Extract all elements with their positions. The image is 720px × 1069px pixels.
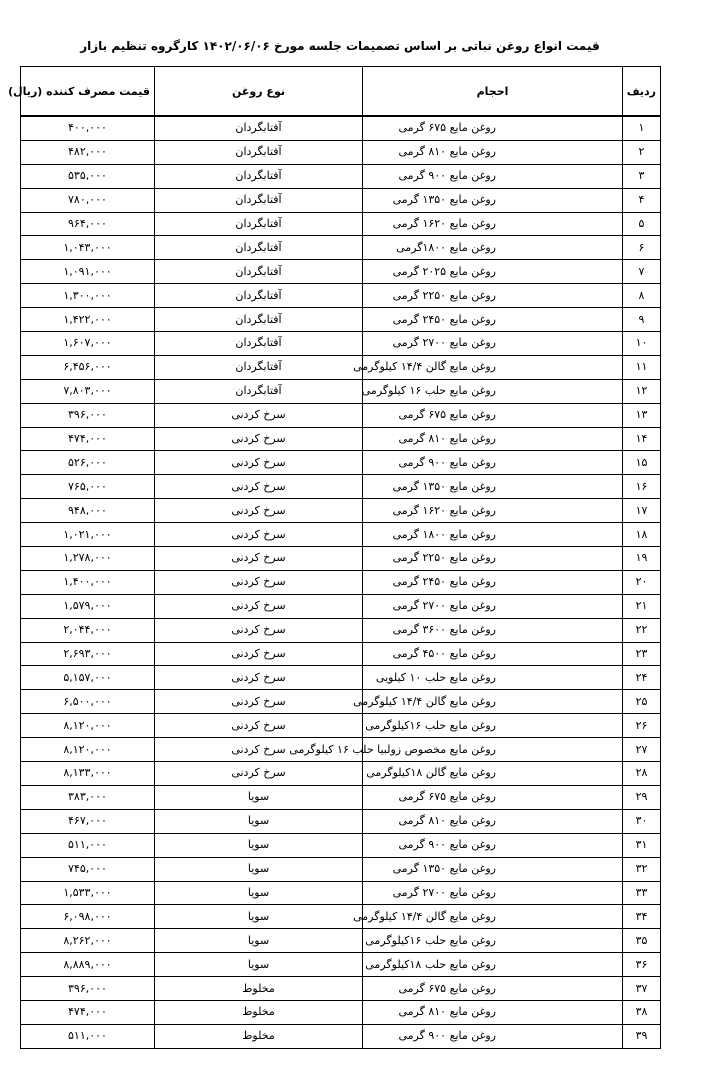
cell-volume: روغن مایع حلب ۱۶کیلوگرمی <box>363 929 623 953</box>
table-row <box>21 1024 661 1048</box>
cell-oil-type: آفتابگردان <box>155 379 363 403</box>
cell-oil-type: سویا <box>155 809 363 833</box>
cell-volume: روغن مایع ۱۶۲۰ گرمی <box>363 499 623 523</box>
cell-volume: روغن مایع ۱۶۲۰ گرمی <box>363 212 623 236</box>
cell-volume: روغن مایع ۶۷۵ گرمی <box>363 785 623 809</box>
cell-volume: روغن مایع ۸۱۰ گرمی <box>363 809 623 833</box>
cell-row-number: ۲۹ <box>623 785 661 809</box>
cell-volume: روغن مایع ۲۷۰۰ گرمی <box>363 594 623 618</box>
cell-volume: روغن مایع ۴۵۰۰ گرمی <box>363 642 623 666</box>
cell-price: ۱,۵۳۳,۰۰۰ <box>21 881 155 905</box>
cell-oil-type: سرخ کردنی <box>155 594 363 618</box>
cell-volume: روغن مایع مخصوص زولبیا حلب ۱۶ کیلوگرمی <box>363 738 623 762</box>
cell-row-number: ۳۶ <box>623 953 661 977</box>
cell-volume: روغن مایع ۳۶۰۰ گرمی <box>363 618 623 642</box>
table-body <box>21 116 661 1048</box>
cell-price: ۳۸۳,۰۰۰ <box>21 785 155 809</box>
cell-oil-type: سرخ کردنی <box>155 427 363 451</box>
cell-volume: روغن مایع حلب ۱۰ کیلویی <box>363 666 623 690</box>
cell-oil-type: آفتابگردان <box>155 260 363 284</box>
cell-row-number: ۱۶ <box>623 475 661 499</box>
cell-oil-type: سرخ کردنی <box>155 403 363 427</box>
cell-row-number: ۴ <box>623 188 661 212</box>
cell-price: ۸,۲۶۲,۰۰۰ <box>21 929 155 953</box>
cell-row-number: ۱۷ <box>623 499 661 523</box>
table-row <box>21 570 661 594</box>
cell-volume: روغن مایع ۲۲۵۰ گرمی <box>363 547 623 571</box>
cell-price: ۲,۰۴۴,۰۰۰ <box>21 618 155 642</box>
cell-oil-type: سرخ کردنی <box>155 618 363 642</box>
cell-row-number: ۶ <box>623 236 661 260</box>
cell-price: ۱,۰۹۱,۰۰۰ <box>21 260 155 284</box>
cell-volume: روغن مایع ۲۴۵۰ گرمی <box>363 570 623 594</box>
cell-price: ۳۹۶,۰۰۰ <box>21 977 155 1001</box>
cell-oil-type: سرخ کردنی <box>155 570 363 594</box>
header-price: قیمت مصرف کننده (ریال) <box>21 67 155 117</box>
cell-oil-type: سویا <box>155 857 363 881</box>
cell-row-number: ۲ <box>623 140 661 164</box>
cell-volume: روغن مایع ۱۸۰۰گرمی <box>363 236 623 260</box>
cell-oil-type: مخلوط <box>155 1000 363 1024</box>
cell-price: ۴۷۴,۰۰۰ <box>21 427 155 451</box>
cell-row-number: ۲۶ <box>623 714 661 738</box>
table-row <box>21 164 661 188</box>
cell-row-number: ۸ <box>623 284 661 308</box>
cell-price: ۸,۸۸۹,۰۰۰ <box>21 953 155 977</box>
cell-volume: روغن مایع ۲۲۵۰ گرمی <box>363 284 623 308</box>
cell-oil-type: سویا <box>155 929 363 953</box>
cell-row-number: ۳۵ <box>623 929 661 953</box>
cell-oil-type: آفتابگردان <box>155 284 363 308</box>
page-title: قیمت انواع روغن نباتی بر اساس تصمیمات جلسه مورخ ۱۴۰۲/۰۶/۰۶ کارگروه تنظیم بازار <box>80 39 600 53</box>
table-row <box>21 547 661 571</box>
cell-price: ۶,۰۹۸,۰۰۰ <box>21 905 155 929</box>
table-row <box>21 785 661 809</box>
cell-volume: روغن مایع حلب ۱۶ کیلوگرمی <box>363 379 623 403</box>
table-row <box>21 284 661 308</box>
cell-row-number: ۳۲ <box>623 857 661 881</box>
cell-volume: روغن مایع ۶۷۵ گرمی <box>363 116 623 140</box>
cell-oil-type: مخلوط <box>155 977 363 1001</box>
cell-price: ۱,۲۷۸,۰۰۰ <box>21 547 155 571</box>
table-row <box>21 212 661 236</box>
cell-row-number: ۳۳ <box>623 881 661 905</box>
cell-row-number: ۱۲ <box>623 379 661 403</box>
cell-price: ۴۶۷,۰۰۰ <box>21 809 155 833</box>
table-row <box>21 427 661 451</box>
cell-oil-type: سرخ کردنی <box>155 547 363 571</box>
price-table <box>8 66 661 1049</box>
table-row <box>21 260 661 284</box>
cell-volume: روغن مایع ۸۱۰ گرمی <box>363 427 623 451</box>
cell-volume: روغن مایع گالن ۱۸کیلوگرمی <box>363 762 623 786</box>
cell-oil-type: سرخ کردنی <box>155 475 363 499</box>
table-row <box>21 618 661 642</box>
cell-oil-type: سویا <box>155 833 363 857</box>
table-row <box>21 523 661 547</box>
cell-row-number: ۳۰ <box>623 809 661 833</box>
cell-row-number: ۱۱ <box>623 355 661 379</box>
cell-oil-type: سرخ کردنی <box>155 762 363 786</box>
table-row <box>21 475 661 499</box>
cell-volume: روغن مایع ۱۳۵۰ گرمی <box>363 475 623 499</box>
cell-price: ۵۱۱,۰۰۰ <box>21 833 155 857</box>
cell-oil-type: سرخ کردنی <box>155 523 363 547</box>
table-row <box>21 977 661 1001</box>
cell-volume: روغن مایع ۱۸۰۰ گرمی <box>363 523 623 547</box>
cell-price: ۸,۱۳۳,۰۰۰ <box>21 762 155 786</box>
cell-oil-type: سرخ کردنی <box>155 642 363 666</box>
cell-row-number: ۵ <box>623 212 661 236</box>
table-row <box>21 690 661 714</box>
header-oil-type: نوع روغن <box>155 67 363 117</box>
cell-row-number: ۱۴ <box>623 427 661 451</box>
cell-price: ۶,۴۵۶,۰۰۰ <box>21 355 155 379</box>
cell-price: ۵۱۱,۰۰۰ <box>21 1024 155 1048</box>
cell-price: ۱,۴۲۲,۰۰۰ <box>21 308 155 332</box>
cell-volume: روغن مایع حلب ۱۶کیلوگرمی <box>363 714 623 738</box>
cell-price: ۷,۸۰۳,۰۰۰ <box>21 379 155 403</box>
cell-price: ۷۸۰,۰۰۰ <box>21 188 155 212</box>
cell-oil-type: سرخ کردنی <box>155 499 363 523</box>
cell-volume: روغن مایع گالن ۱۴/۴ کیلوگرمی <box>363 690 623 714</box>
cell-row-number: ۳۱ <box>623 833 661 857</box>
cell-row-number: ۹ <box>623 308 661 332</box>
header-row-number: ردیف <box>623 67 661 117</box>
cell-volume: روغن مایع ۸۱۰ گرمی <box>363 140 623 164</box>
table-header-row <box>21 67 661 117</box>
cell-volume: روغن مایع ۸۱۰ گرمی <box>363 1000 623 1024</box>
cell-price: ۱,۵۷۹,۰۰۰ <box>21 594 155 618</box>
cell-oil-type: آفتابگردان <box>155 355 363 379</box>
table-row <box>21 738 661 762</box>
cell-row-number: ۱۳ <box>623 403 661 427</box>
table-row <box>21 905 661 929</box>
cell-oil-type: سویا <box>155 953 363 977</box>
table-row <box>21 642 661 666</box>
cell-row-number: ۳۴ <box>623 905 661 929</box>
table-row <box>21 379 661 403</box>
cell-row-number: ۳۹ <box>623 1024 661 1048</box>
cell-volume: روغن مایع ۶۷۵ گرمی <box>363 403 623 427</box>
table-row <box>21 809 661 833</box>
cell-row-number: ۲۷ <box>623 738 661 762</box>
cell-price: ۱,۴۰۰,۰۰۰ <box>21 570 155 594</box>
cell-volume: روغن مایع ۱۳۵۰ گرمی <box>363 857 623 881</box>
table-row <box>21 140 661 164</box>
cell-price: ۷۴۵,۰۰۰ <box>21 857 155 881</box>
cell-oil-type: سرخ کردنی <box>155 690 363 714</box>
cell-price: ۴۷۴,۰۰۰ <box>21 1000 155 1024</box>
cell-oil-type: آفتابگردان <box>155 140 363 164</box>
cell-row-number: ۱ <box>623 116 661 140</box>
cell-oil-type: سرخ کردنی <box>155 738 363 762</box>
cell-oil-type: آفتابگردان <box>155 212 363 236</box>
cell-row-number: ۱۹ <box>623 547 661 571</box>
table-row <box>21 929 661 953</box>
table-row <box>21 116 661 140</box>
cell-oil-type: آفتابگردان <box>155 116 363 140</box>
cell-volume: روغن مایع ۲۷۰۰ گرمی <box>363 881 623 905</box>
table-row <box>21 332 661 356</box>
cell-price: ۱,۳۰۰,۰۰۰ <box>21 284 155 308</box>
cell-oil-type: سویا <box>155 905 363 929</box>
cell-volume: روغن مایع ۹۰۰ گرمی <box>363 164 623 188</box>
cell-volume: روغن مایع ۹۰۰ گرمی <box>363 833 623 857</box>
cell-price: ۱,۰۲۱,۰۰۰ <box>21 523 155 547</box>
table-row <box>21 1000 661 1024</box>
cell-oil-type: آفتابگردان <box>155 188 363 212</box>
cell-row-number: ۱۵ <box>623 451 661 475</box>
cell-price: ۵۲۶,۰۰۰ <box>21 451 155 475</box>
cell-price: ۲,۶۹۳,۰۰۰ <box>21 642 155 666</box>
cell-price: ۸,۱۲۰,۰۰۰ <box>21 738 155 762</box>
table-row <box>21 403 661 427</box>
cell-volume: روغن مایع ۶۷۵ گرمی <box>363 977 623 1001</box>
cell-price: ۸,۱۲۰,۰۰۰ <box>21 714 155 738</box>
table-row <box>21 499 661 523</box>
cell-row-number: ۱۸ <box>623 523 661 547</box>
table-row <box>21 188 661 212</box>
cell-oil-type: آفتابگردان <box>155 236 363 260</box>
table-row <box>21 714 661 738</box>
cell-row-number: ۲۳ <box>623 642 661 666</box>
cell-row-number: ۱۰ <box>623 332 661 356</box>
cell-price: ۱,۰۴۳,۰۰۰ <box>21 236 155 260</box>
cell-row-number: ۲۱ <box>623 594 661 618</box>
cell-volume: روغن مایع ۹۰۰ گرمی <box>363 451 623 475</box>
cell-price: ۶,۵۰۰,۰۰۰ <box>21 690 155 714</box>
table-row <box>21 857 661 881</box>
cell-row-number: ۳۷ <box>623 977 661 1001</box>
cell-volume: روغن مایع گالن ۱۴/۴ کیلوگرمی <box>363 905 623 929</box>
table-row <box>21 308 661 332</box>
cell-volume: روغن مایع ۲۴۵۰ گرمی <box>363 308 623 332</box>
table-row <box>21 666 661 690</box>
table-row <box>21 451 661 475</box>
cell-price: ۹۶۴,۰۰۰ <box>21 212 155 236</box>
cell-row-number: ۳۸ <box>623 1000 661 1024</box>
cell-row-number: ۲۵ <box>623 690 661 714</box>
cell-volume: روغن مایع گالن ۱۴/۴ کیلوگرمی <box>363 355 623 379</box>
cell-price: ۵,۱۵۷,۰۰۰ <box>21 666 155 690</box>
cell-oil-type: آفتابگردان <box>155 164 363 188</box>
table-row <box>21 881 661 905</box>
table-row <box>21 953 661 977</box>
cell-price: ۷۶۵,۰۰۰ <box>21 475 155 499</box>
cell-price: ۴۰۰,۰۰۰ <box>21 116 155 140</box>
cell-price: ۴۸۲,۰۰۰ <box>21 140 155 164</box>
cell-volume: روغن مایع حلب ۱۸کیلوگرمی <box>363 953 623 977</box>
cell-oil-type: آفتابگردان <box>155 332 363 356</box>
cell-oil-type: سویا <box>155 785 363 809</box>
cell-price: ۳۹۶,۰۰۰ <box>21 403 155 427</box>
cell-price: ۱,۶۰۷,۰۰۰ <box>21 332 155 356</box>
cell-oil-type: سرخ کردنی <box>155 666 363 690</box>
table-row <box>21 236 661 260</box>
header-volume: احجام <box>363 67 623 117</box>
cell-row-number: ۲۸ <box>623 762 661 786</box>
cell-oil-type: سرخ کردنی <box>155 451 363 475</box>
cell-volume: روغن مایع ۱۳۵۰ گرمی <box>363 188 623 212</box>
cell-volume: روغن مایع ۲۷۰۰ گرمی <box>363 332 623 356</box>
table-row <box>21 833 661 857</box>
cell-row-number: ۳ <box>623 164 661 188</box>
table-row <box>21 594 661 618</box>
cell-price: ۵۳۵,۰۰۰ <box>21 164 155 188</box>
cell-price: ۹۴۸,۰۰۰ <box>21 499 155 523</box>
cell-row-number: ۷ <box>623 260 661 284</box>
cell-oil-type: سرخ کردنی <box>155 714 363 738</box>
cell-oil-type: مخلوط <box>155 1024 363 1048</box>
cell-row-number: ۲۰ <box>623 570 661 594</box>
table-row <box>21 355 661 379</box>
table-row <box>21 762 661 786</box>
cell-row-number: ۲۴ <box>623 666 661 690</box>
cell-row-number: ۲۲ <box>623 618 661 642</box>
cell-oil-type: آفتابگردان <box>155 308 363 332</box>
cell-volume: روغن مایع ۹۰۰ گرمی <box>363 1024 623 1048</box>
cell-oil-type: سویا <box>155 881 363 905</box>
cell-volume: روغن مایع ۲۰۲۵ گرمی <box>363 260 623 284</box>
